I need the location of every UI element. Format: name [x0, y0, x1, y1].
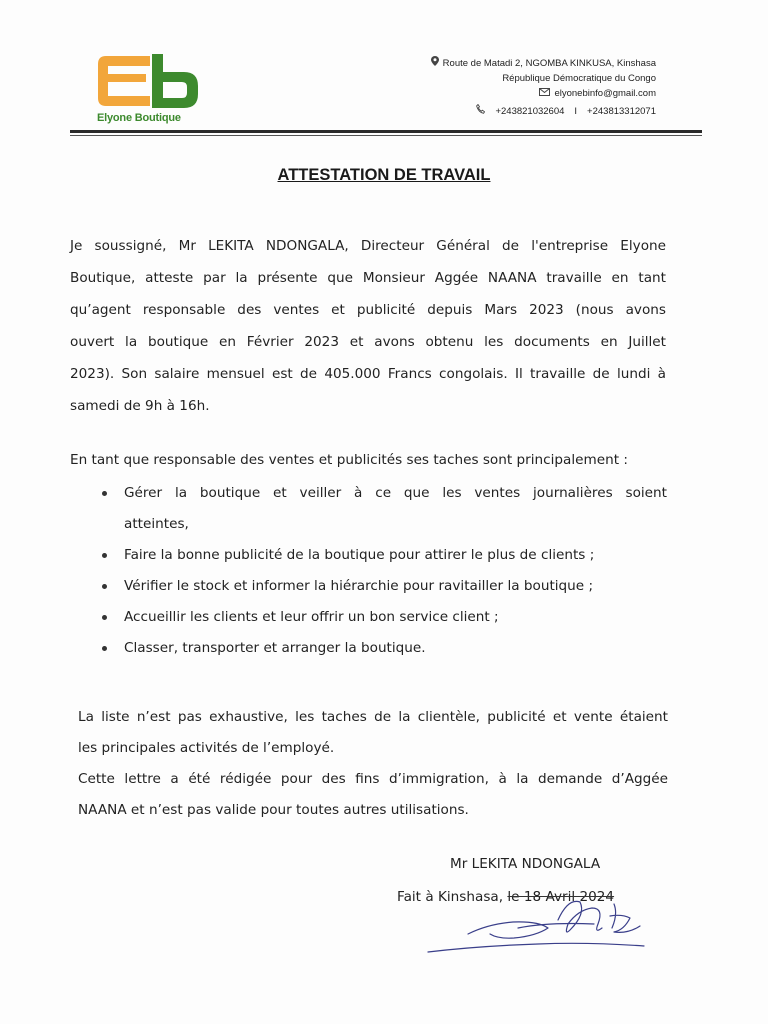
- task-text: Faire la bonne publicité de la boutique pour attirer le plus de clients ;: [124, 547, 595, 563]
- paragraph-line: samedi de 9h à 16h.: [70, 398, 210, 414]
- country-text: République Démocratique du Congo: [502, 73, 656, 84]
- list-item: [102, 540, 667, 571]
- header-divider-thin: [70, 135, 702, 136]
- bullet-icon: [102, 584, 107, 589]
- address-row: [431, 56, 656, 71]
- tasks-intro: En tant que responsable des ventes et publicités ses taches sont principalement :: [70, 452, 628, 468]
- envelope-icon: [539, 86, 550, 101]
- phone-separator: I: [574, 106, 578, 117]
- list-item: [102, 571, 667, 602]
- closing-line: les principales activités de l’employé.: [78, 740, 335, 756]
- phone-row: [431, 104, 656, 119]
- paragraph-line: 2023). Son salaire mensuel est de 405.000 Francs congolais. Il travaille de lundi à: [70, 366, 666, 382]
- email-text[interactable]: elyonebinfo@gmail.com: [554, 88, 656, 99]
- logo-wordmark: Elyone Boutique: [97, 112, 181, 124]
- address-text: Route de Matadi 2, NGOMBA KINKUSA, Kinshasa: [442, 58, 656, 69]
- closing-line: NAANA et n’est pas valide pour toutes autres utilisations.: [78, 802, 469, 818]
- bullet-icon: [102, 491, 107, 496]
- phone-2-text[interactable]: +243813312071: [587, 106, 656, 117]
- bullet-icon: [102, 615, 107, 620]
- paragraph-line: Boutique, atteste par la présente que Monsieur Aggée NAANA travaille en tant: [70, 270, 666, 286]
- date-text: le 18 Avril 2024: [507, 889, 615, 905]
- closing-line: La liste n’est pas exhaustive, les taches de la clientèle, publicité et vente étaient: [78, 709, 668, 725]
- closing-line: Cette lettre a été rédigée pour des fins d’immigration, à la demande d’Aggée: [78, 771, 668, 787]
- list-item: [102, 633, 667, 664]
- country-row: [431, 71, 656, 86]
- task-text-continued: atteintes,: [124, 516, 189, 532]
- phone-icon: [476, 104, 485, 119]
- header-divider-thick: [70, 130, 702, 133]
- contact-info: [431, 56, 656, 119]
- list-item: [102, 602, 667, 633]
- paragraph-line: ouvert la boutique en Février 2023 et avons obtenu les documents en Juillet: [70, 334, 666, 350]
- attestation-paragraph: [70, 230, 666, 422]
- tasks-list: [102, 478, 667, 664]
- task-text: Gérer la boutique et veiller à ce que les ventes journalières soient: [124, 485, 667, 501]
- paragraph-line: Je soussigné, Mr LEKITA NDONGALA, Directeur Général de l'entreprise Elyone: [70, 238, 666, 254]
- closing-paragraphs: [78, 702, 668, 826]
- task-text: Classer, transporter et arranger la boutique.: [124, 640, 426, 656]
- paragraph-line: qu’agent responsable des ventes et publicité depuis Mars 2023 (nous avons: [70, 302, 666, 318]
- signer-name: Mr LEKITA NDONGALA: [450, 856, 601, 872]
- list-item: [102, 478, 667, 540]
- location-pin-icon: [431, 56, 439, 71]
- task-text: Vérifier le stock et informer la hiérarchie pour ravitailler la boutique ;: [124, 578, 594, 594]
- bullet-icon: [102, 553, 107, 558]
- task-text: Accueillir les clients et leur offrir un bon service client ;: [124, 609, 499, 625]
- bullet-icon: [102, 646, 107, 651]
- handwritten-signature: [418, 884, 648, 962]
- place-prefix: Fait à Kinshasa,: [397, 889, 504, 905]
- email-row: [431, 86, 656, 101]
- phone-1-text[interactable]: +243821032604: [495, 106, 565, 117]
- document-title: ATTESTATION DE TRAVAIL: [277, 166, 491, 184]
